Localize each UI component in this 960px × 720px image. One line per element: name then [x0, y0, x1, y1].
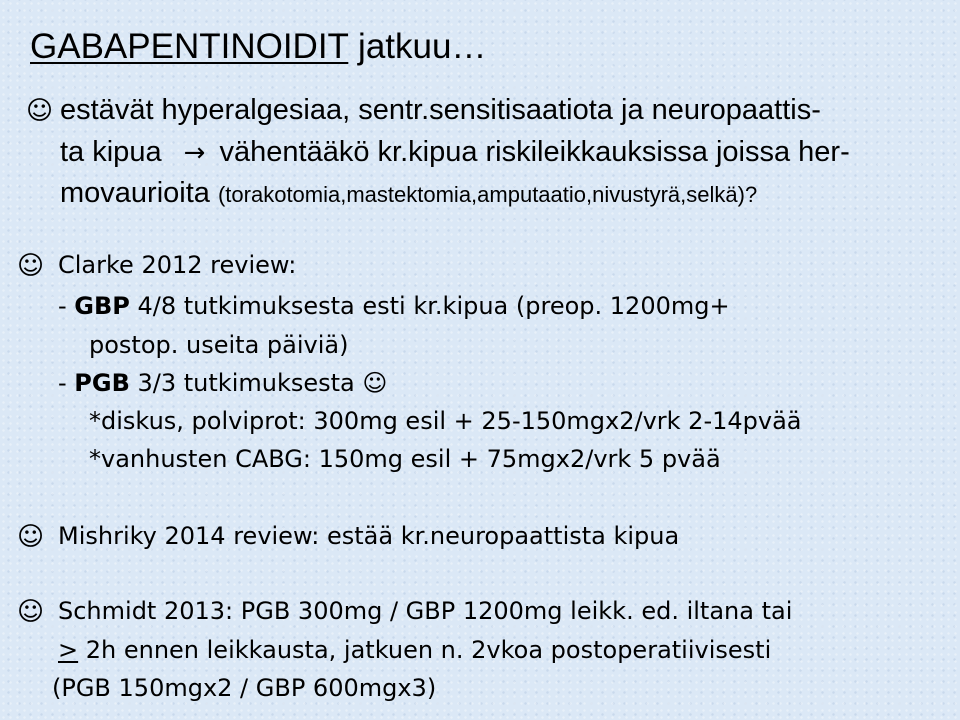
- title-rest: jatkuu…: [348, 27, 487, 66]
- schmidt-line3: (PGB 150mgx2 / GBP 600mgx3): [52, 674, 437, 702]
- schmidt-line2-text: 2h ennen leikkausta, jatkuen n. 2vkoa postoperatiivisesti: [78, 636, 772, 664]
- block1-line3-start: movaurioita: [60, 177, 218, 209]
- gbp-dash: -: [58, 292, 75, 320]
- right-arrow-icon: →: [183, 138, 206, 168]
- gbp-text: 4/8 tutkimuksesta esti kr.kipua (preop. 1200mg+: [129, 292, 730, 320]
- block1-procedures: (torakotomia,mastektomia,amputaatio,nivustyrä,selkä)?: [217, 182, 758, 207]
- smiley-bullet-icon: ☺: [26, 96, 54, 126]
- block1-line3: [60, 179, 757, 208]
- block1-line1: estävät hyperalgesiaa, sentr.sensitisaatiota ja neuropaattis-: [60, 94, 821, 126]
- pgb-item-cabg: *vanhusten CABG: 150mg esil + 75mgx2/vrk 5 pvää: [89, 445, 721, 473]
- mishriky-line: Mishriky 2014 review: estää kr.neuropaattista kipua: [58, 522, 680, 550]
- smiley-bullet-icon: ☺: [17, 522, 45, 552]
- pgb-dash: -: [58, 369, 75, 397]
- pgb-text: 3/3 tutkimuksesta: [129, 369, 363, 397]
- ge-symbol: >: [58, 636, 79, 664]
- block1-line2-end: vähentääkö kr.kipua riskileikkauksissa joissa her-: [211, 136, 850, 168]
- block1-line2-start: ta kipua: [60, 136, 170, 168]
- clarke-gbp-line: [58, 294, 730, 318]
- schmidt-line1: Schmidt 2013: PGB 300mg / GBP 1200mg leikk. ed. iltana tai: [58, 597, 793, 625]
- block1-line2: [60, 138, 850, 167]
- title-main: GABAPENTINOIDIT: [30, 27, 349, 66]
- pgb-item-diskus: *diskus, polviprot: 300mg esil + 25-150mgx2/vrk 2-14pvää: [89, 407, 802, 435]
- clarke-heading: Clarke 2012 review:: [58, 251, 297, 279]
- gbp-label: GBP: [74, 292, 130, 320]
- smiley-bullet-icon: ☺: [17, 597, 45, 627]
- clarke-gbp-continuation: postop. useita päiviä): [89, 331, 349, 359]
- slide-title: [30, 29, 486, 64]
- smiley-inline-icon: ☺: [362, 369, 388, 397]
- smiley-bullet-icon: ☺: [17, 251, 45, 281]
- pgb-label: PGB: [74, 369, 130, 397]
- schmidt-line2: [58, 638, 771, 662]
- clarke-pgb-line: [58, 371, 387, 395]
